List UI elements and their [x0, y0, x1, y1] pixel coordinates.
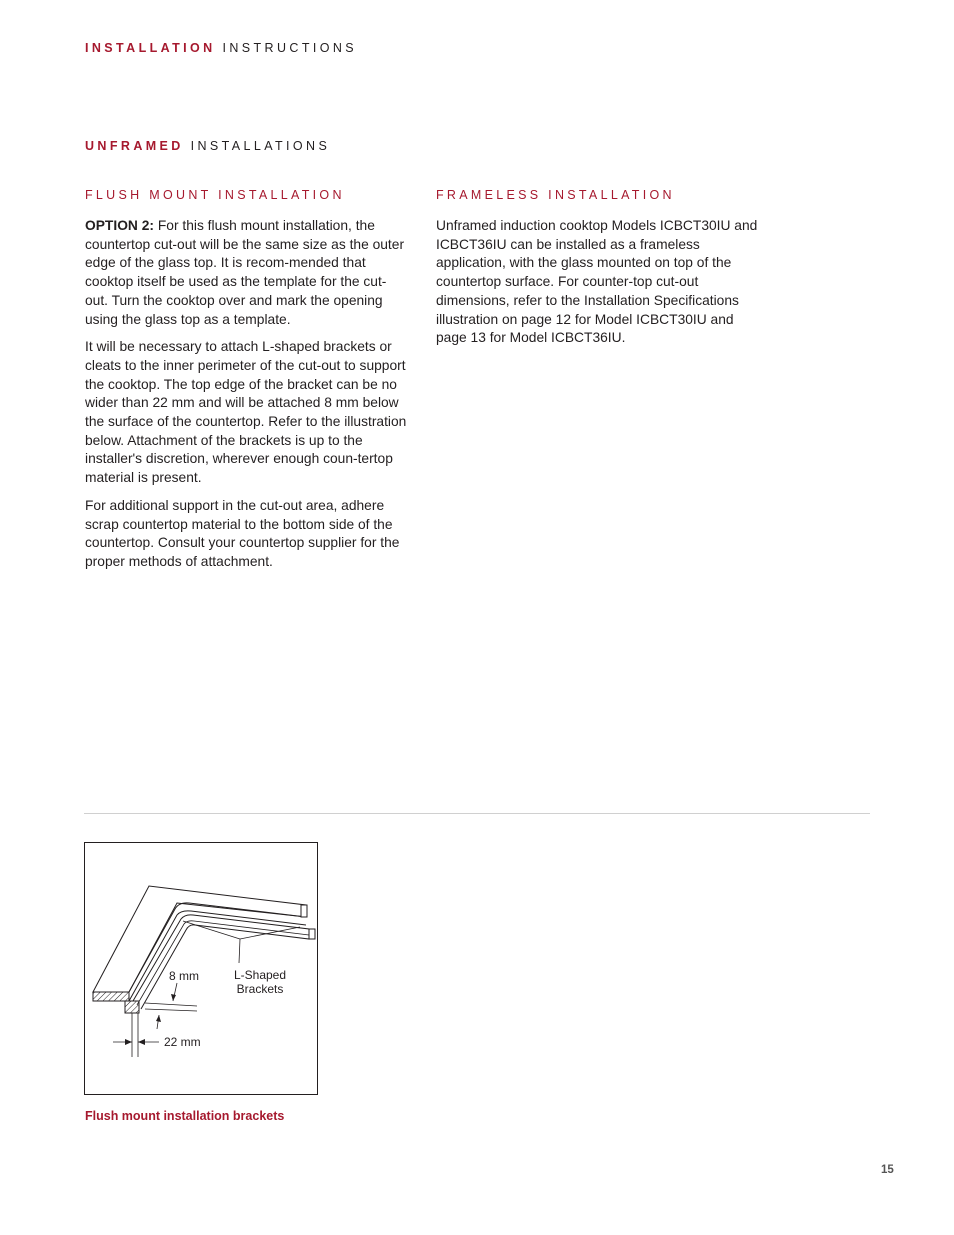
label-brackets-line2: Brackets [236, 982, 284, 996]
flush-mount-paragraph-1 [85, 217, 407, 329]
frameless-column [436, 188, 758, 357]
flush-mount-title: FLUSH MOUNT INSTALLATION [85, 188, 345, 202]
section-title-rest: INSTALLATIONS [190, 139, 331, 153]
frameless-paragraph-1: Unframed induction cooktop Models ICBCT30IU and ICBCT36IU can be installed as a frameless application, with the glass mounted on top of the countertop surface. For counter-top cut-out dimensions, refer to the Installation Specifications illustration on page 12 for Model ICBCT30IU and page 13 for Model ICBCT36IU. [436, 218, 758, 346]
flush-mount-column [85, 188, 407, 581]
section-title-strong: UNFRAMED [85, 139, 184, 153]
frameless-title: FRAMELESS INSTALLATION [436, 188, 675, 202]
section-title [85, 139, 330, 153]
label-brackets-line1: L-Shaped [233, 968, 287, 982]
label-8mm: 8 mm [169, 969, 199, 983]
header-rest: INSTRUCTIONS [222, 41, 358, 55]
countertop-section [93, 992, 129, 1001]
option-label: OPTION 2: [85, 218, 154, 233]
header-strong: INSTALLATION [85, 41, 216, 55]
bracket-illustration [84, 842, 318, 1095]
page-header [85, 41, 357, 55]
flush-mount-paragraph-3: For additional support in the cut-out area, adhere scrap countertop material to the bottom side of the countertop. Consult your countertop supplier for the proper methods of attachment. [85, 497, 400, 569]
flush-mount-paragraph-2: It will be necessary to attach L-shaped brackets or cleats to the inner perimeter of the cut-out to support the cooktop. The top edge of the bracket can be no wider than 22 mm and will be attached 8 mm below the surface of the countertop. Refer to the illustration below. Attachment of the brackets is up to the installer's discretion, wherever enough coun-tertop material is present. [85, 339, 407, 486]
page-number: 15 [881, 1164, 894, 1176]
bracket-section [125, 1001, 139, 1013]
bracket-drawing [85, 843, 317, 1094]
flush-mount-paragraph-1-text: For this flush mount installation, the countertop cut-out will be the same size as the outer edge of the glass top. It is recom-mended that cooktop itself be used as the template for the cut-out. Turn the cooktop over and mark the opening using the glass top as a template. [85, 218, 405, 327]
divider-rule [84, 813, 870, 814]
figure-caption: Flush mount installation brackets [85, 1109, 285, 1123]
label-22mm: 22 mm [164, 1035, 201, 1049]
